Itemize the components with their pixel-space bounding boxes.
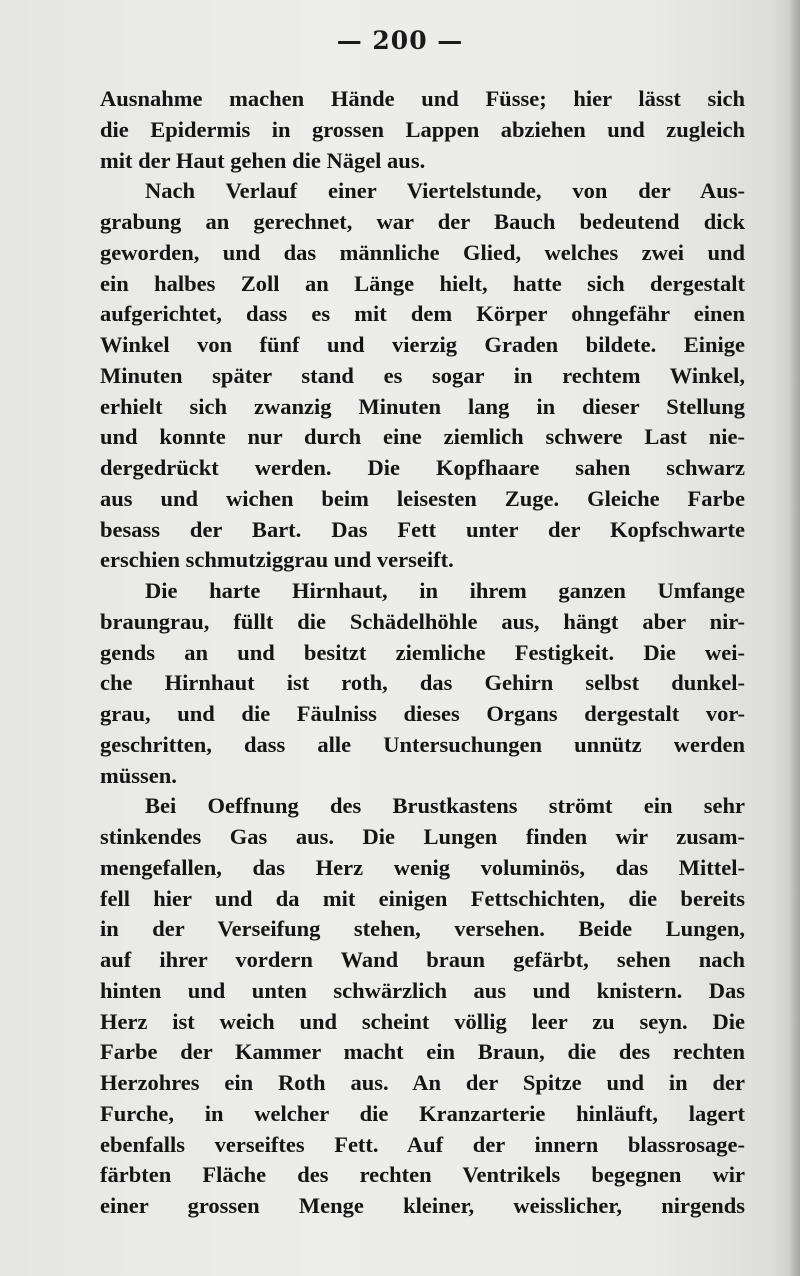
text-line: Ausnahme machen Hände und Füsse; hier lässt sich xyxy=(100,86,745,111)
text-line: gends an und besitzt ziemliche Festigkeit. Die wei- xyxy=(100,639,745,665)
text-line: dergedrückt werden. Die Kopfhaare sahen schwarz xyxy=(100,455,745,480)
text-line: und konnte nur durch eine ziemlich schwere Last nie- xyxy=(100,424,745,450)
text-line: Winkel von fünf und vierzig Graden bildete. Einige xyxy=(100,332,745,357)
text-line: besass der Bart. Das Fett unter der Kopfschwarte xyxy=(100,516,745,542)
text-line: aufgerichtet, dass es mit dem Körper ohngefähr einen xyxy=(100,301,745,327)
paragraph xyxy=(100,84,745,176)
text-line: erhielt sich zwanzig Minuten lang in dieser Stellung xyxy=(100,393,745,419)
text-line: Herzohres ein Roth aus. An der Spitze und in der xyxy=(100,1070,745,1095)
text-line: che Hirnhaut ist roth, das Gehirn selbst dunkel- xyxy=(100,670,745,696)
text-line: ein halbes Zoll an Länge hielt, hatte sich dergestalt xyxy=(100,270,745,296)
text-line: erschien schmutziggrau und verseift. xyxy=(100,547,454,573)
text-line: einer grossen Menge kleiner, weisslicher, nirgends xyxy=(100,1193,745,1218)
text-line: fell hier und da mit einigen Fettschichten, die bereits xyxy=(100,885,745,911)
text-line: ebenfalls verseiftes Fett. Auf der innern blassrosage- xyxy=(100,1131,745,1157)
text-line: hinten und unten schwärzlich aus und knistern. Das xyxy=(100,977,745,1003)
text-line: aus und wichen beim leisesten Zuge. Gleiche Farbe xyxy=(100,485,745,511)
paragraph xyxy=(100,176,745,576)
paragraph xyxy=(100,791,745,1222)
text-line: mit der Haut gehen die Nägel aus. xyxy=(100,147,426,173)
text-line: Bei Oeffnung des Brustkastens strömt ein sehr xyxy=(145,793,745,819)
text-line: auf ihrer vordern Wand braun gefärbt, sehen nach xyxy=(100,947,745,972)
body-text xyxy=(100,84,745,1222)
text-line: Herz ist weich und scheint völlig leer zu seyn. Die xyxy=(100,1008,745,1034)
paragraph xyxy=(100,576,745,791)
text-line: in der Verseifung stehen, versehen. Beide Lungen, xyxy=(100,916,745,942)
text-line: grau, und die Fäulniss dieses Organs dergestalt vor- xyxy=(100,701,745,726)
page-gutter-shadow xyxy=(788,0,800,1276)
text-line: grabung an gerechnet, war der Bauch bedeutend dick xyxy=(100,209,745,234)
text-line: die Epidermis in grossen Lappen abziehen und zugleich xyxy=(100,116,745,142)
text-line: Minuten später stand es sogar in rechtem Winkel, xyxy=(100,362,745,388)
text-line: färbten Fläche des rechten Ventrikels begegnen wir xyxy=(100,1162,745,1188)
page-number: — 200 — xyxy=(336,26,464,55)
text-line: müssen. xyxy=(100,762,177,788)
text-line: Die harte Hirnhaut, in ihrem ganzen Umfange xyxy=(145,578,745,603)
text-line: stinkendes Gas aus. Die Lungen finden wir zusam- xyxy=(100,824,745,849)
text-line: mengefallen, das Herz wenig voluminös, das Mittel- xyxy=(100,854,745,880)
text-line: Nach Verlauf einer Viertelstunde, von der Aus- xyxy=(145,178,745,204)
text-line: geworden, und das männliche Glied, welches zwei und xyxy=(100,239,745,265)
text-line: braungrau, füllt die Schädelhöhle aus, hängt aber nir- xyxy=(100,608,745,634)
text-line: geschritten, dass alle Untersuchungen unnütz werden xyxy=(100,731,745,757)
text-line: Farbe der Kammer macht ein Braun, die des rechten xyxy=(100,1039,745,1065)
text-line: Furche, in welcher die Kranzarterie hinläuft, lagert xyxy=(100,1100,745,1126)
